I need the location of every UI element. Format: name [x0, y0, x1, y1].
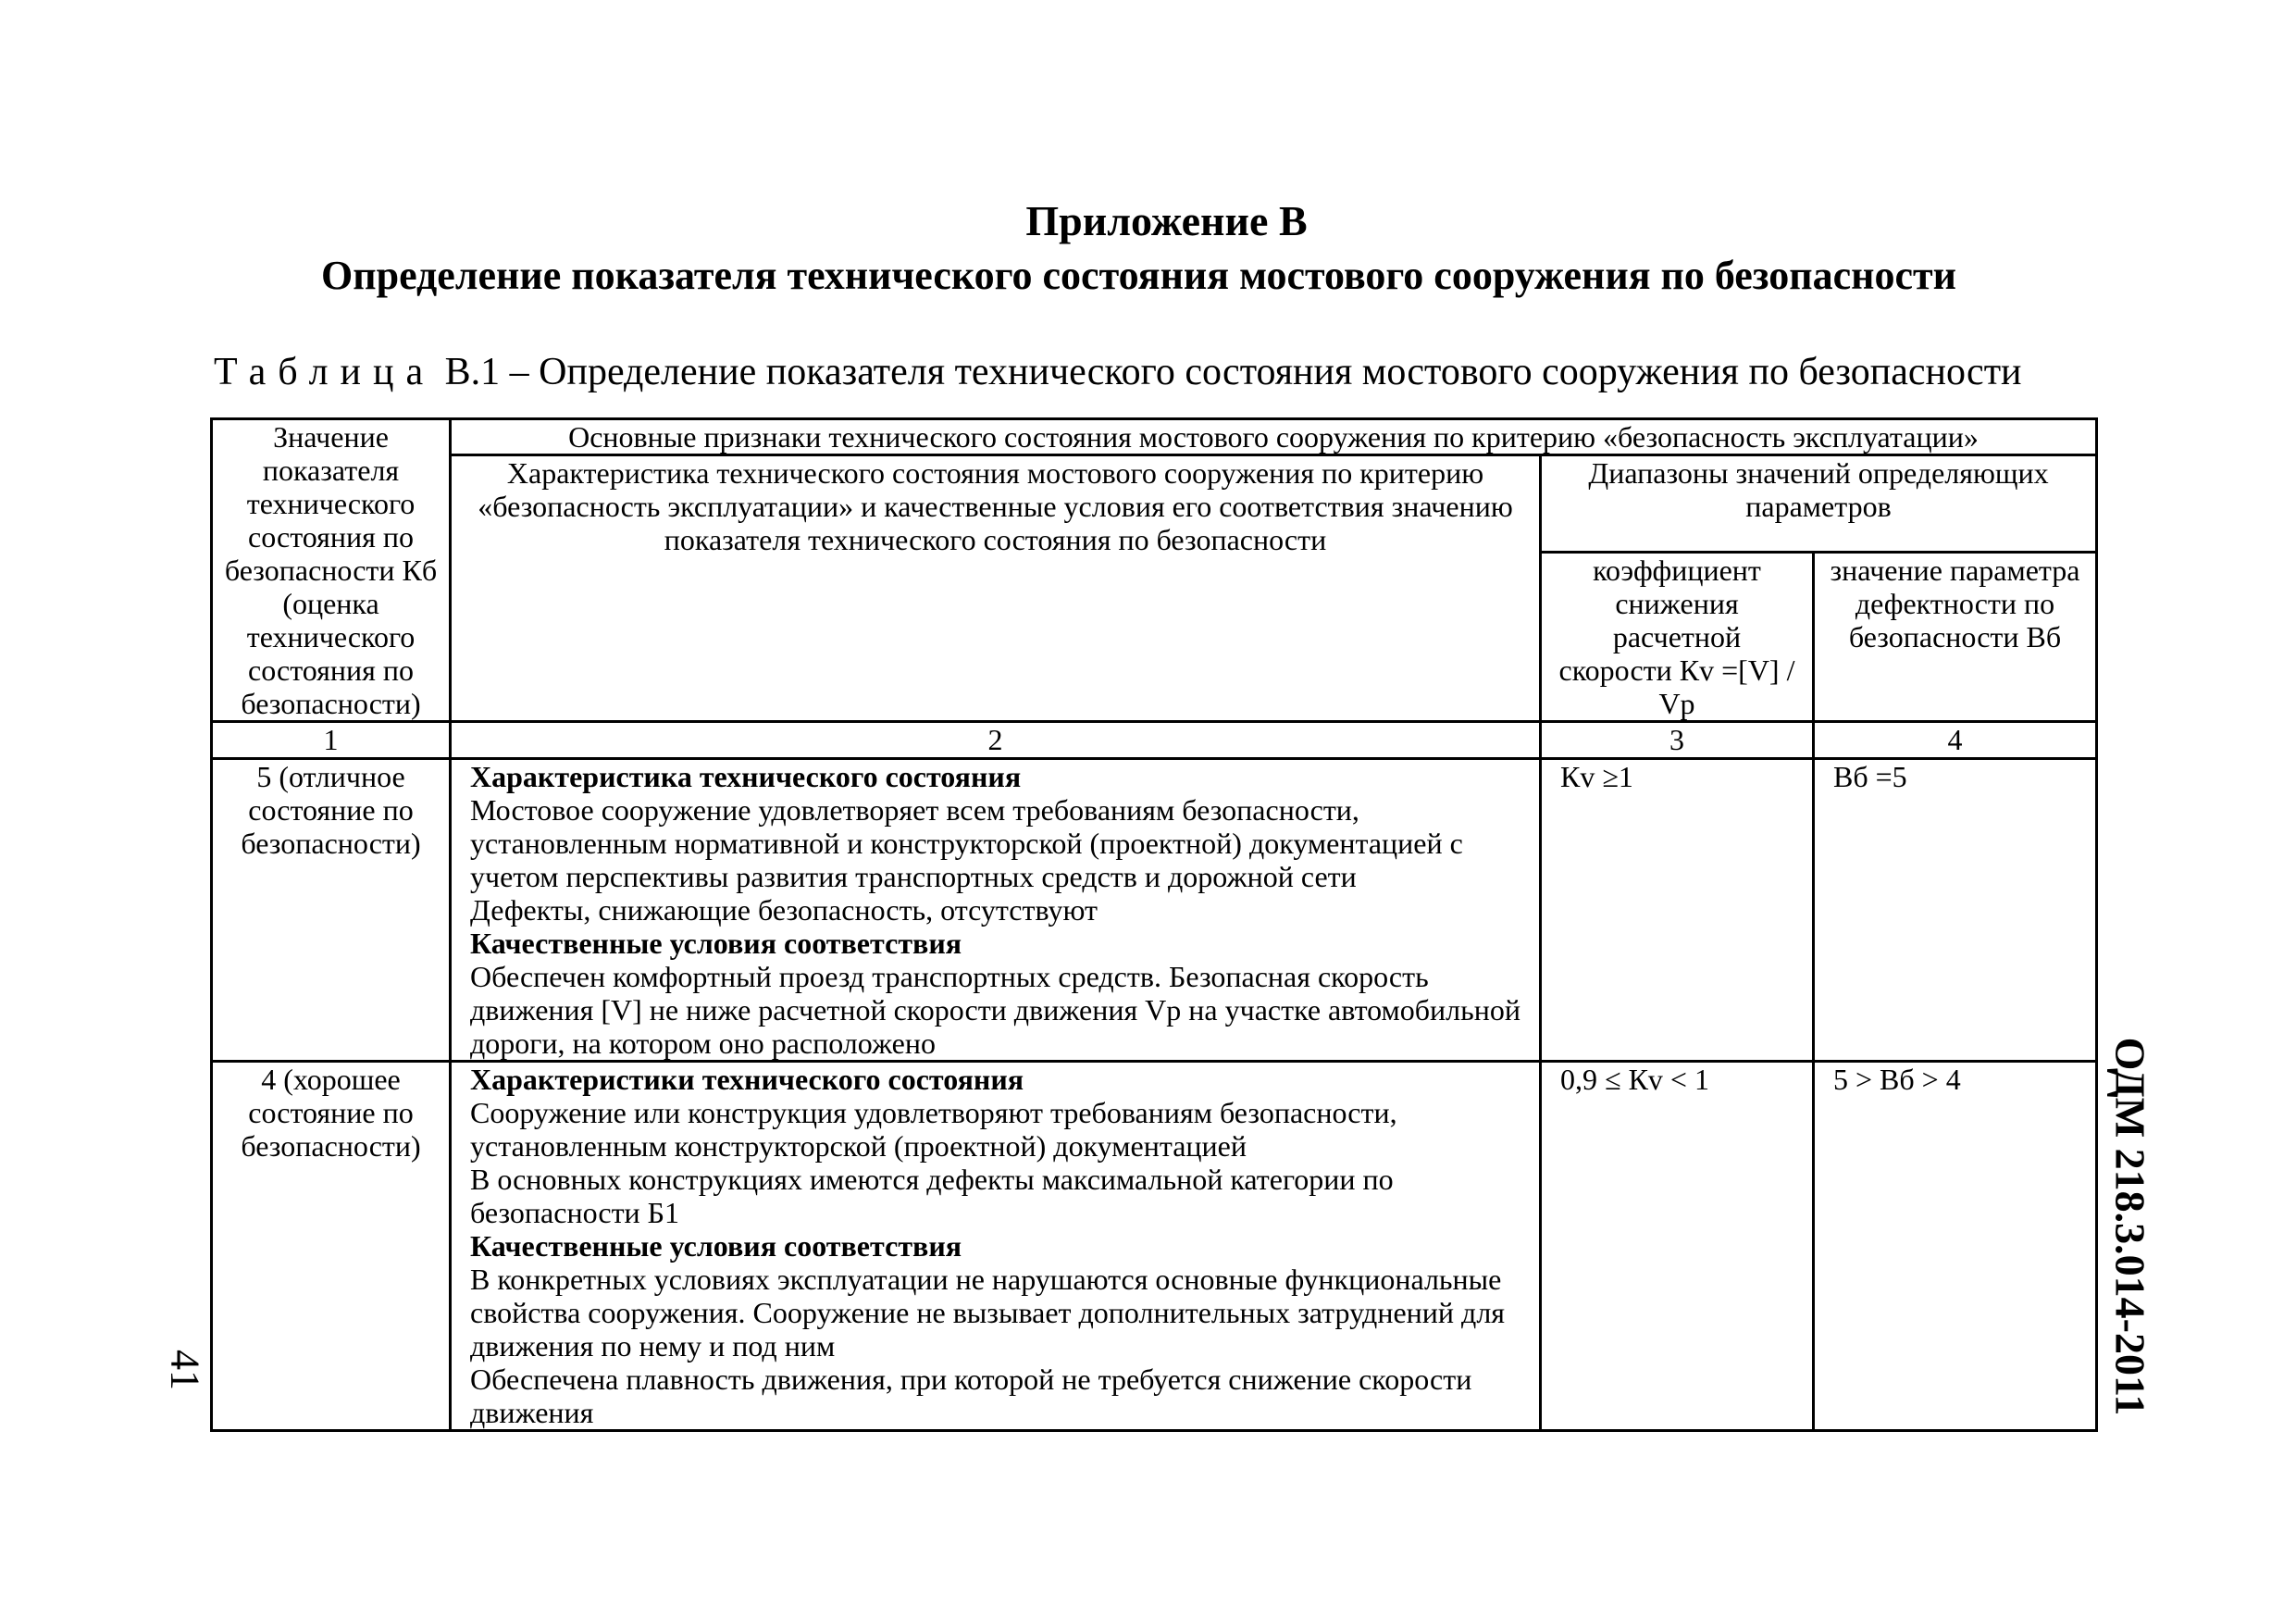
rating-cell: 4 (хорошее состояние по безопасности)	[212, 1062, 451, 1431]
description-cell	[451, 759, 1541, 1062]
col-number: 3	[1541, 722, 1814, 759]
char-title: Характеристика технического состояния	[470, 760, 1022, 793]
appendix-title: Приложение В	[1025, 197, 1308, 244]
char-line: Сооружение или конструкция удовлетворяют требованиям безопасности, установленным конструкторской (проектной) документацией	[470, 1096, 1397, 1163]
table-row	[212, 1062, 2097, 1431]
col-number: 2	[451, 722, 1541, 759]
kv-cell: Кv ≥1	[1541, 759, 1814, 1062]
rating-cell: 5 (отличное состояние по безопасности)	[212, 759, 451, 1062]
vb-cell: 5 > Вб > 4	[1814, 1062, 2097, 1431]
caption-text: В.1 – Определение показателя технического состояния мостового сооружения по безопасности	[444, 351, 2022, 393]
appendix-subtitle: Определение показателя технического состояния мостового сооружения по безопасности	[321, 253, 1956, 298]
table-row	[212, 759, 2097, 1062]
description-cell	[451, 1062, 1541, 1431]
kv-cell: 0,9 ≤ Кv < 1	[1541, 1062, 1814, 1431]
cond-title: Качественные условия соответствия	[470, 1229, 962, 1263]
ranges-header: Диапазоны значений определяющих параметров	[1541, 455, 2097, 553]
safety-table	[210, 417, 2098, 1432]
col3-header: коэффициент снижения расчетной скорости Кv =[V] / Vp	[1541, 553, 1814, 722]
col4-header: значение параметра дефектности по безопасности Вб	[1814, 553, 2097, 722]
group-header: Основные признаки технического состояния мостового сооружения по критерию «безопасность эксплуатации»	[451, 419, 2097, 455]
document-code-vertical	[2093, 1037, 2167, 1416]
char-line: Мостовое сооружение удовлетворяет всем требованиям безопасности, установленным нормативной и конструкторской (проектной) документацией с учетом перспективы развития транспортных средств и дорожной сети	[470, 793, 1463, 893]
cond-line: В конкретных условиях эксплуатации не нарушаются основные функциональные свойства сооружения. Сооружение не вызывает дополнительных затруднений для движения по нему и под ним	[470, 1263, 1505, 1363]
cond-line: Обеспечен комфортный проезд транспортных средств. Безопасная скорость движения [V] не ниже расчетной скорости движения Vp на участке автомобильной дороги, на котором оно расположено	[470, 960, 1520, 1060]
col2-header: Характеристика технического состояния мостового сооружения по критерию «безопасность эксплуатации» и качественные условия его соответствия значению показателя технического состояния по безопасности	[451, 455, 1541, 722]
col-number: 1	[212, 722, 451, 759]
table-caption	[214, 350, 2065, 394]
column-numbers-row	[212, 722, 2097, 759]
page-number: 41	[162, 1350, 208, 1390]
document-code: ОДМ 218.3.014-2011	[2106, 1037, 2154, 1416]
cond-line: Обеспечена плавность движения, при которой не требуется снижение скорости движения	[470, 1363, 1472, 1429]
char-title: Характеристики технического состояния	[470, 1063, 1024, 1096]
char-line: В основных конструкциях имеются дефекты максимальной категории по безопасности Б1	[470, 1163, 1394, 1229]
caption-prefix: Таблица	[214, 351, 436, 393]
col-number: 4	[1814, 722, 2097, 759]
vb-cell: Вб =5	[1814, 759, 2097, 1062]
char-line: Дефекты, снижающие безопасность, отсутствуют	[470, 893, 1098, 927]
page-number-vertical	[148, 1333, 222, 1407]
col1-header: Значение показателя технического состояния по безопасности Кб (оценка технического состояния по безопасности)	[212, 419, 451, 722]
cond-title: Качественные условия соответствия	[470, 927, 962, 960]
